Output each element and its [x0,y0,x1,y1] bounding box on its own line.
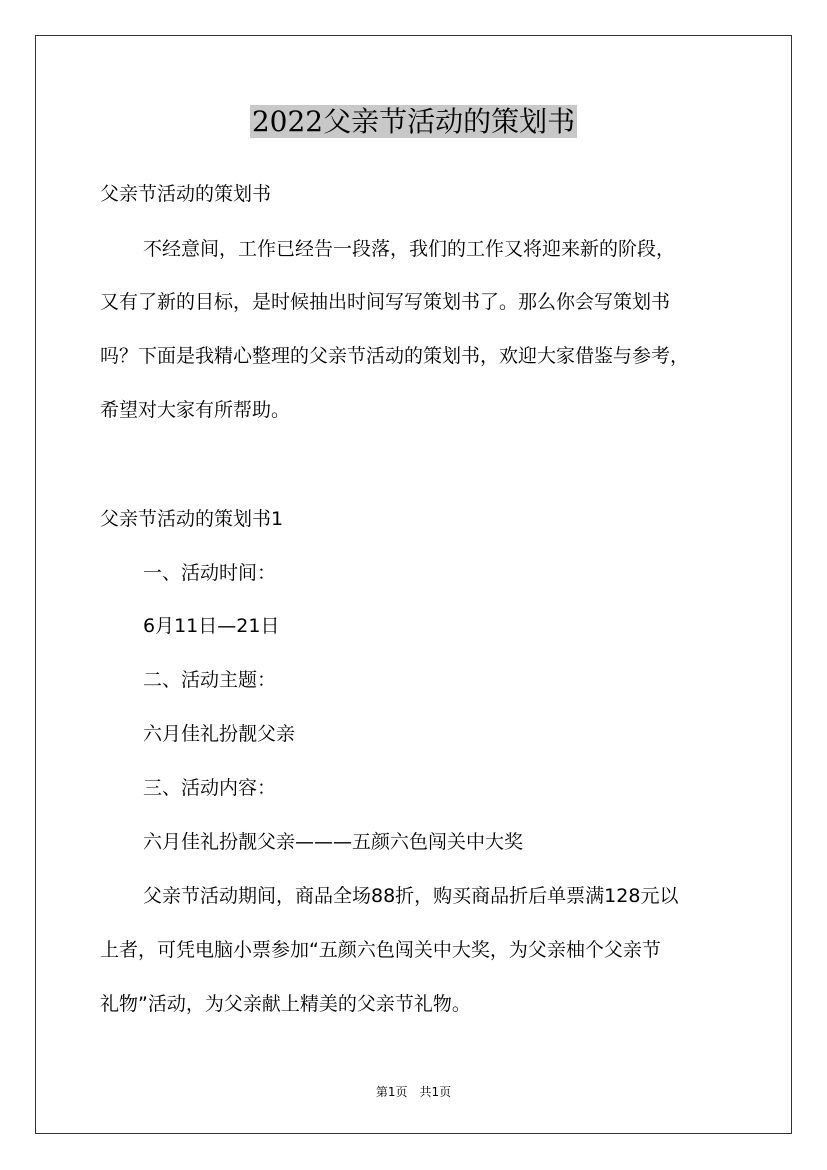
document-title [0,100,827,144]
theme-value: 六月佳礼扮靓父亲 [143,723,296,745]
document-title-text: 2022父亲节活动的策划书 [251,105,576,138]
intro-line: 又有了新的目标，是时候抽出时间写写策划书了。那么你会写策划书 [100,291,671,313]
page-footer [0,1083,827,1101]
time-value: 6月11日—21日 [143,615,280,637]
intro-line: 吗？下面是我精心整理的父亲节活动的策划书，欢迎大家借鉴与参考， [100,345,690,367]
section-heading: 父亲节活动的策划书1 [100,508,284,530]
content-line: 礼物”活动，为父亲献上精美的父亲节礼物。 [100,993,471,1015]
time-label: 一、活动时间： [143,562,277,584]
content-line: 父亲节活动期间，商品全场88折，购买商品折后单票满128元以 [143,885,679,907]
page-total: 共1页 [419,1085,452,1099]
content-label: 三、活动内容： [143,777,277,799]
content-line: 上者，可凭电脑小票参加“五颜六色闯关中大奖，为父亲柚个父亲节 [100,939,661,961]
intro-line: 希望对大家有所帮助。 [100,399,291,421]
intro-line: 不经意间，工作已经告一段落，我们的工作又将迎来新的阶段， [143,238,676,260]
page-number: 第1页 [375,1085,408,1099]
theme-label: 二、活动主题： [143,669,277,691]
subtitle: 父亲节活动的策划书 [100,183,272,205]
content-title: 六月佳礼扮靓父亲———五颜六色闯关中大奖 [143,831,524,853]
